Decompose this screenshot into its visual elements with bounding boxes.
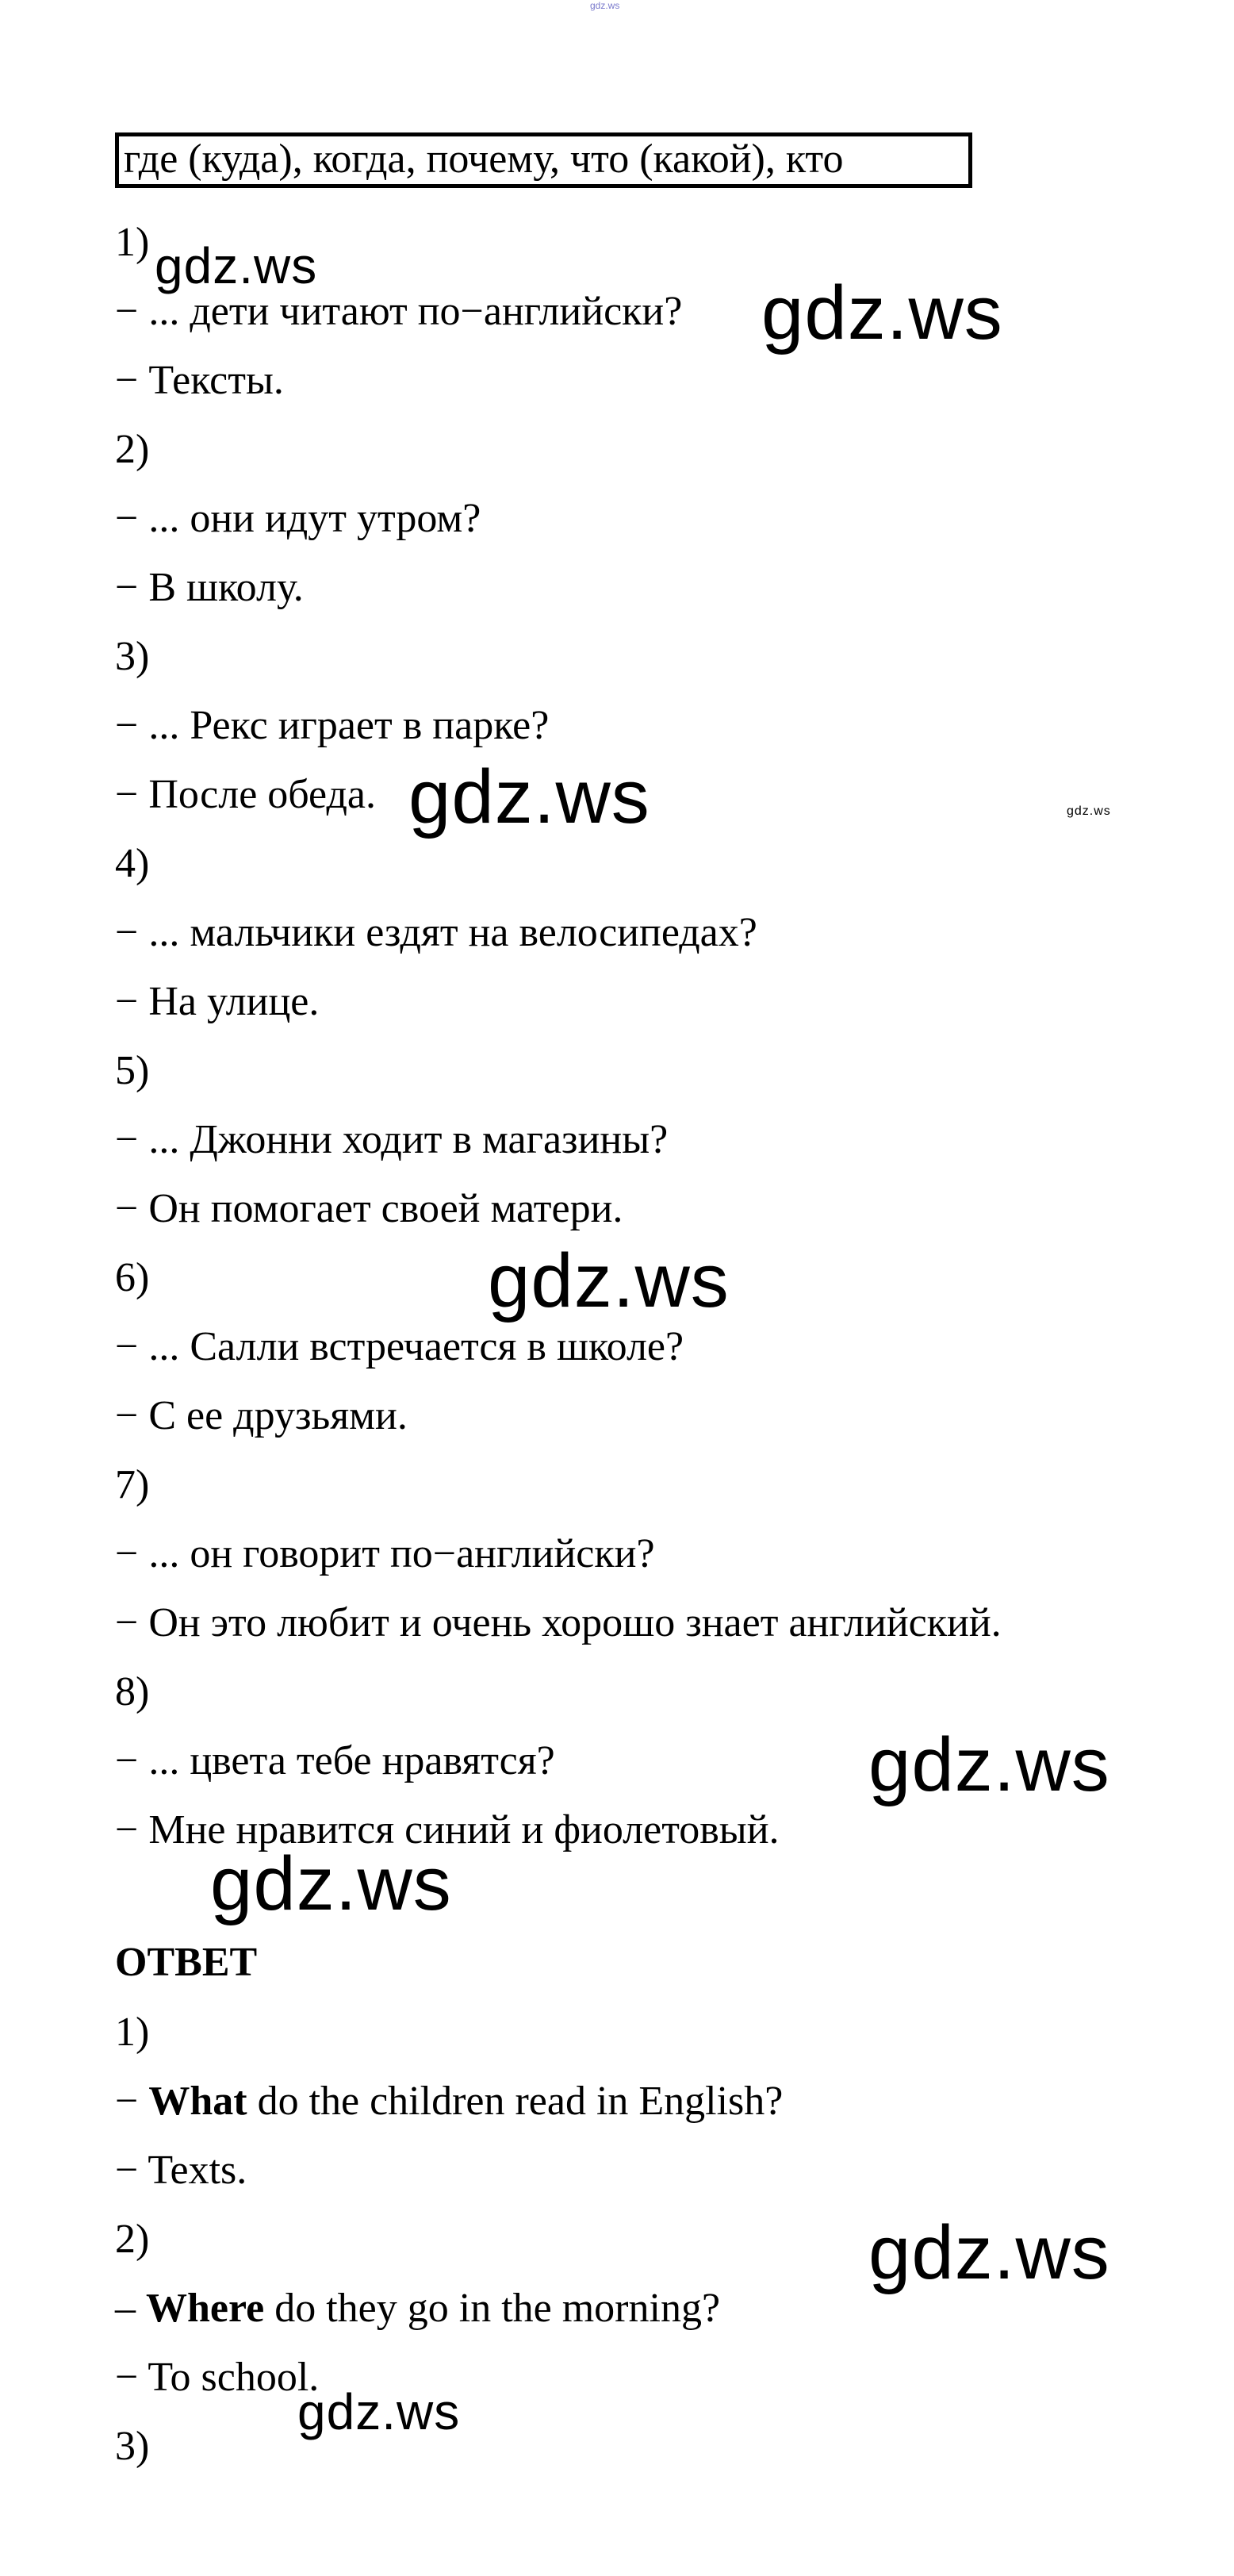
question-line: − ... цвета тебе нравятся? <box>115 1738 555 1783</box>
question-rest: do they go in the morning? <box>264 2286 721 2331</box>
item-number: 5) <box>115 1048 150 1093</box>
dash: − <box>115 2079 149 2124</box>
question-line: − ... Салли встречается в школе? <box>115 1324 684 1369</box>
item-number: 2) <box>115 427 150 472</box>
question-line: − ... Джонни ходит в магазины? <box>115 1117 669 1162</box>
question-rest: do the children read in English? <box>247 2079 784 2124</box>
answer-item-number: 2) <box>115 2217 150 2262</box>
watermark: gdz.ws <box>155 237 318 294</box>
watermark: gdz.ws <box>868 2210 1110 2295</box>
question-line: − ... мальчики ездят на велосипедах? <box>115 910 757 955</box>
answer-reply-line: − Texts. <box>115 2148 247 2193</box>
watermark: gdz.ws <box>297 2383 461 2440</box>
answer-line: − Тексты. <box>115 358 284 403</box>
answer-item-number: 3) <box>115 2424 150 2469</box>
item-number: 4) <box>115 841 150 886</box>
question-word: What <box>148 2079 247 2124</box>
question-line: − ... он говорит по−английски? <box>115 1531 655 1576</box>
watermark: gdz.ws <box>408 754 650 839</box>
answer-reply-line: − To school. <box>115 2355 320 2400</box>
item-number: 7) <box>115 1462 150 1507</box>
watermark: gdz.ws <box>488 1238 730 1323</box>
answer-item-number: 1) <box>115 2010 150 2055</box>
answer-line: − Он помогает своей матери. <box>115 1186 623 1231</box>
watermark: gdz.ws <box>210 1841 452 1926</box>
dash: – <box>115 2286 146 2331</box>
item-number: 8) <box>115 1669 150 1714</box>
word-bank-box: где (куда), когда, почему, что (какой), кто <box>115 132 972 188</box>
answer-question-line <box>115 2078 783 2125</box>
answer-line: − В школу. <box>115 565 304 610</box>
question-line: − ... они идут утром? <box>115 496 481 541</box>
item-number: 1) <box>115 220 150 265</box>
top-watermark: gdz.ws <box>590 0 620 11</box>
answer-line: − Мне нравится синий и фиолетовый. <box>115 1807 780 1852</box>
answer-line: − На улице. <box>115 979 320 1024</box>
watermark: gdz.ws <box>868 1722 1110 1807</box>
answer-heading: ОТВЕТ <box>115 1940 258 1985</box>
question-line: − ... Рекс играет в парке? <box>115 703 550 748</box>
question-word: Where <box>146 2286 265 2331</box>
item-number: 6) <box>115 1255 150 1300</box>
answer-line: − Он это любит и очень хорошо знает английский. <box>115 1600 1002 1645</box>
watermark: gdz.ws <box>1067 804 1111 818</box>
answer-line: − С ее друзьями. <box>115 1393 408 1438</box>
answer-question-line <box>115 2285 720 2332</box>
answer-line: − После обеда. <box>115 772 376 817</box>
item-number: 3) <box>115 634 150 679</box>
watermark: gdz.ws <box>761 271 1003 355</box>
question-line: − ... дети читают по−английски? <box>115 289 683 334</box>
